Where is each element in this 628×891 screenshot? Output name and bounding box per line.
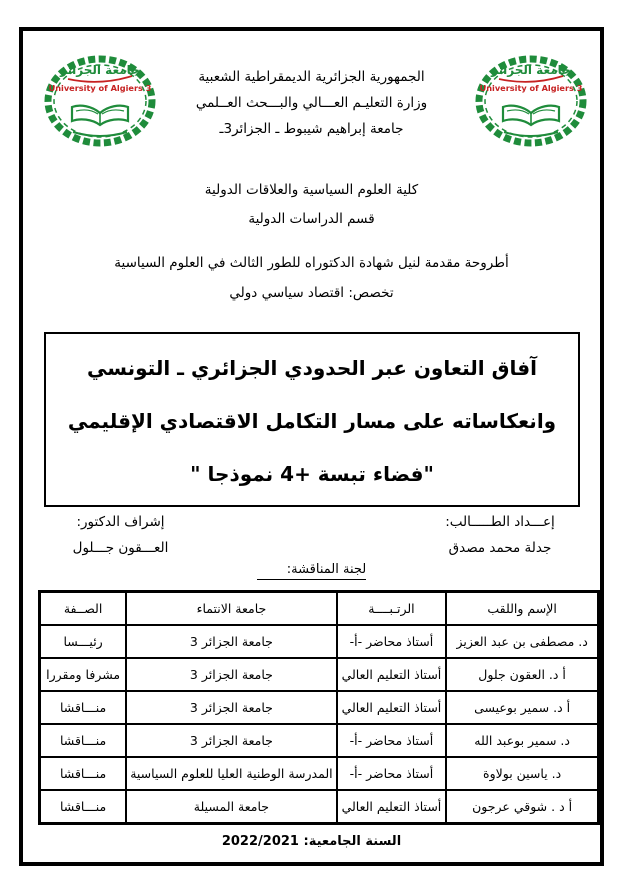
table-header-row bbox=[40, 592, 599, 626]
academic-year-label: السنة الجامعية: bbox=[303, 834, 402, 849]
academic-year-value: 2022/2021 bbox=[221, 834, 299, 849]
column-header-role: الصــفة bbox=[40, 592, 127, 626]
column-header-university: جامعة الانتماء bbox=[126, 592, 336, 626]
member-university: المدرسة الوطنية العليا للعلوم السياسية bbox=[126, 757, 336, 790]
logo-english-name: University of Algiers 3 bbox=[479, 83, 583, 93]
member-university: جامعة الجزائر 3 bbox=[126, 724, 336, 757]
table-row bbox=[40, 658, 599, 691]
republic-line: الجمهورية الجزائرية الديمقراطية الشعبية bbox=[198, 69, 425, 85]
member-name: أ د. سمير بوعيسى bbox=[446, 691, 598, 724]
member-rank: أستاذ التعليم العالي bbox=[337, 691, 447, 724]
supervisor-name: العـــقون جـــلول bbox=[72, 540, 169, 556]
member-university: جامعة الجزائر 3 bbox=[126, 658, 336, 691]
member-name: أ د . شوقي عرجون bbox=[446, 790, 598, 824]
faculty-line: كلية العلوم السياسية والعلاقات الدولية bbox=[204, 182, 419, 198]
official-header bbox=[23, 64, 600, 142]
table-row bbox=[40, 724, 599, 757]
specialty-line: تخصص: اقتصاد سياسي دولي bbox=[229, 285, 394, 301]
member-name: د. مصطفى بن عبد العزيز bbox=[446, 625, 598, 658]
member-name: د. سمير بوعبد الله bbox=[446, 724, 598, 757]
member-rank: أستاذ التعليم العالي bbox=[337, 790, 447, 824]
member-role: منـــاقشا bbox=[40, 724, 127, 757]
member-rank: أستاذ محاضر -أ- bbox=[337, 757, 447, 790]
logo-arabic-name: جامعة الجزائر bbox=[60, 63, 140, 77]
thesis-title-box bbox=[44, 332, 580, 507]
department-line: قسم الدراسات الدولية bbox=[248, 211, 375, 227]
member-rank: أستاذ محاضر -أ- bbox=[337, 625, 447, 658]
page-border-frame bbox=[19, 27, 604, 866]
member-role: منـــاقشا bbox=[40, 757, 127, 790]
table-row bbox=[40, 790, 599, 824]
title-line-3: "فضاء تبسة +4 نموذجا " bbox=[190, 462, 434, 486]
member-role: مشرفا ومقررا bbox=[40, 658, 127, 691]
logo-english-name: University of Algiers 3 bbox=[48, 83, 152, 93]
member-university: جامعة الجزائر 3 bbox=[126, 691, 336, 724]
member-university: جامعة المسيلة bbox=[126, 790, 336, 824]
member-role: رئيـــسا bbox=[40, 625, 127, 658]
thesis-statement-block bbox=[23, 248, 600, 308]
table-row bbox=[40, 757, 599, 790]
committee-label-text: لجنة المناقشة: bbox=[257, 562, 367, 580]
member-rank: أستاذ محاضر -أ- bbox=[337, 724, 447, 757]
title-line-2: وانعكاساته على مسار التكامل الاقتصادي الإقليمي bbox=[67, 409, 557, 433]
ministry-line: وزارة التعليـم العـــالي والبـــحث العــلمي bbox=[195, 95, 428, 111]
member-role: منـــاقشا bbox=[40, 790, 127, 824]
committee-section-label bbox=[23, 562, 600, 580]
column-header-rank: الرتـبــــة bbox=[337, 592, 447, 626]
table-row bbox=[40, 691, 599, 724]
faculty-block bbox=[23, 176, 600, 234]
logo-arabic-name: جامعة الجزائر bbox=[491, 63, 571, 77]
university-line: جامعة إبراهيم شيبوط ـ الجزائر3ـ bbox=[219, 121, 404, 137]
supervisor-label: إشراف الدكتور: bbox=[76, 514, 165, 530]
thesis-statement-line: أطروحة مقدمة لنيل شهادة الدكتوراه للطور الثالث في العلوم السياسية bbox=[114, 255, 509, 271]
student-name: جدلة محمد مصدق bbox=[448, 540, 552, 556]
academic-year-line bbox=[23, 834, 600, 849]
student-block bbox=[430, 509, 570, 561]
supervisor-block bbox=[63, 509, 178, 561]
member-role: منـــاقشا bbox=[40, 691, 127, 724]
member-rank: أستاذ التعليم العالي bbox=[337, 658, 447, 691]
table-row bbox=[40, 625, 599, 658]
student-label: إعـــداد الطـــــالب: bbox=[445, 514, 555, 530]
title-line-1: آفاق التعاون عبر الحدودي الجزائري ـ التونسي bbox=[87, 356, 537, 380]
member-university: جامعة الجزائر 3 bbox=[126, 625, 336, 658]
member-name: د. ياسين بولاوة bbox=[446, 757, 598, 790]
committee-table bbox=[38, 590, 600, 825]
column-header-name: الإسم واللقب bbox=[446, 592, 598, 626]
member-name: أ د. العقون جلول bbox=[446, 658, 598, 691]
